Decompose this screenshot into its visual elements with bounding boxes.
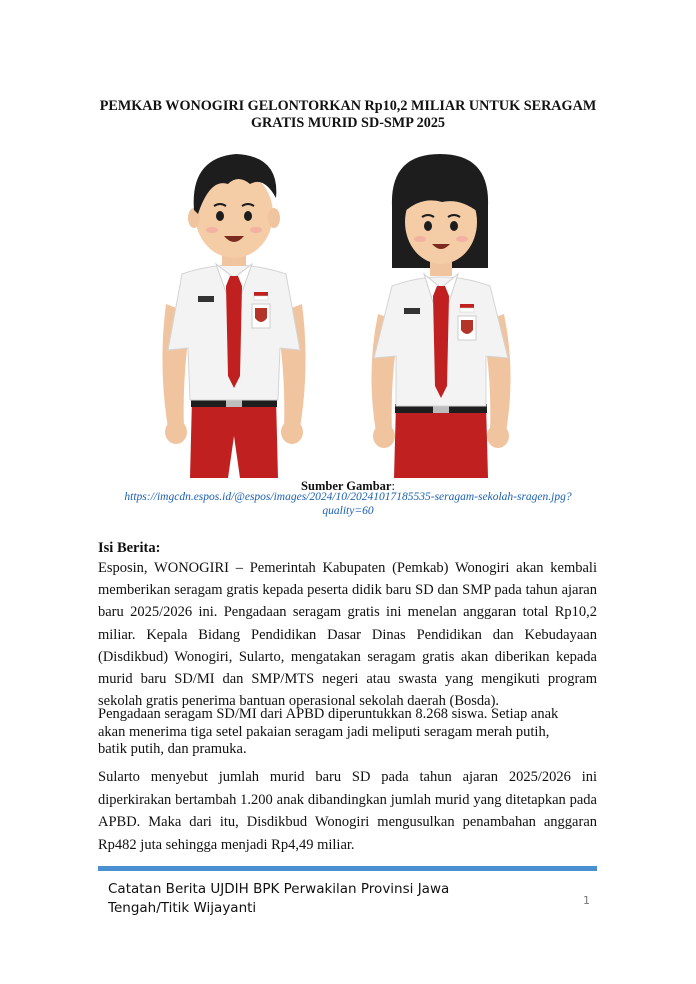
girl-figure xyxy=(371,154,510,478)
paragraph-1: Esposin, WONOGIRI – Pemerintah Kabupaten (Pemkab) Wonogiri akan kembali memberikan seragam gratis kepada peserta didik baru SD dan SMP pada tahun ajaran baru 2025/2026 ini. Pengadaan seragam gratis ini menelan anggaran total Rp10,2 miliar. Kepala Bidang Pendidikan Dasar Dinas Pendidikan dan Kebudayaan (Disdikbud) Wonogiri, Sularto, mengatakan seragam gratis akan diberikan kepada murid baru SD/MI dan SMP/MTS negeri atau swasta yang mengikuti program sekolah gratis penerima bantuan operasional sekolah daerah (Bosda). xyxy=(98,560,597,710)
footer-divider xyxy=(98,866,597,871)
paragraph-3: Sularto menyebut jumlah murid baru SD pada tahun ajaran 2025/2026 ini diperkirakan bertambah 1.200 anak dibandingkan jumlah murid yang ditetapkan pada APBD. Maka dari itu, Disdikbud Wonogiri mengusulkan penambahan anggaran Rp482 juta sehingga menjadi Rp4,49 miliar. xyxy=(98,769,597,853)
section-heading: Isi Berita: xyxy=(98,540,161,556)
boy-figure xyxy=(162,154,305,478)
footer-note: Catatan Berita UJDIH BPK Perwakilan Provinsi Jawa Tengah/Titik Wijayanti xyxy=(108,881,450,916)
school-uniform-illustration xyxy=(154,136,532,478)
document-title: PEMKAB WONOGIRI GELONTORKAN Rp10,2 MILIAR UNTUK SERAGAM GRATIS MURID SD-SMP 2025 xyxy=(99,98,597,131)
image-source-link[interactable]: https://imgcdn.espos.id/@espos/images/2024/10/20241017185535-seragam-sekolah-sragen.jpg?quality=60 xyxy=(124,491,572,517)
paragraph-2: Pengadaan seragam SD/MI dari APBD diperuntukkan 8.268 siswa. Setiap anak akan menerima tiga setel pakaian seragam jadi meliputi seragam merah putih, batik putih, dan pramuka. xyxy=(98,706,559,757)
image-caption-label: Sumber Gambar: xyxy=(301,479,395,493)
page-number: 1 xyxy=(583,894,590,907)
